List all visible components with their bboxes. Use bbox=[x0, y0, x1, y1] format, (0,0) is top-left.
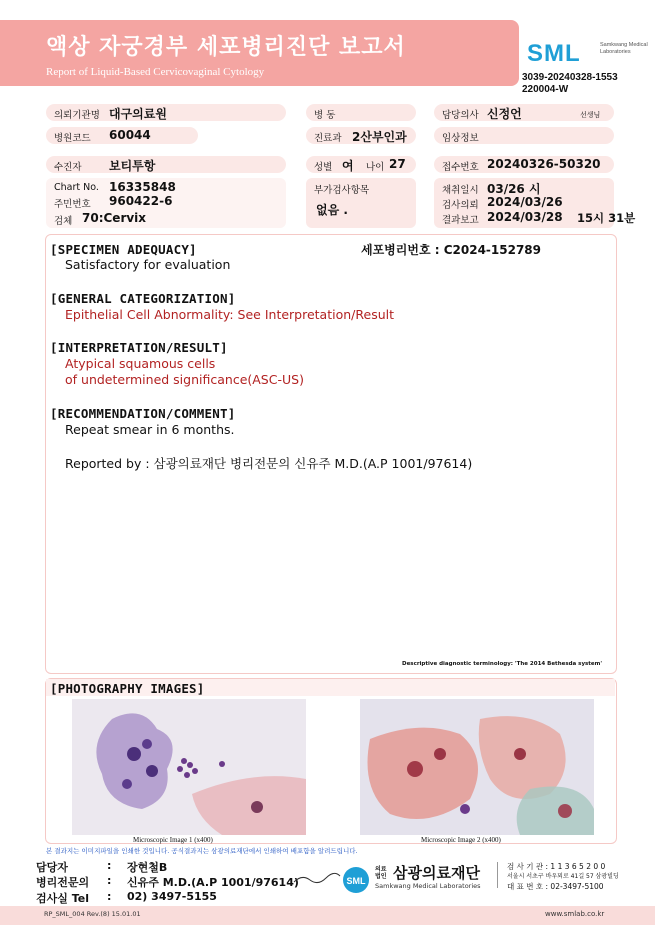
footer-divider bbox=[497, 862, 498, 888]
org-prefix: 의료 법인 bbox=[375, 866, 387, 880]
report-label: 결과보고 bbox=[442, 215, 479, 226]
manager-colon: : bbox=[107, 859, 112, 872]
microscopic-image-2 bbox=[360, 699, 594, 835]
extra-tests-label: 부가검사항목 bbox=[314, 185, 370, 196]
report-date-value: 2024/03/28 bbox=[487, 210, 563, 224]
adequacy-text: Satisfactory for evaluation bbox=[65, 257, 231, 272]
patient-value: 보티투항 bbox=[109, 159, 156, 173]
tel-colon: : bbox=[107, 890, 112, 903]
org-address: 서울시 서초구 바우뫼로 41길 57 삼광빌딩 bbox=[507, 873, 619, 880]
registration-number: 검 사 기 관 : 1 1 3 6 5 2 0 0 bbox=[507, 862, 606, 871]
svg-text:SML: SML bbox=[346, 876, 366, 886]
pathologist-label: 병리전문의 bbox=[36, 876, 90, 889]
doctor-label: 담당의사 bbox=[442, 110, 479, 121]
image-1-caption: Microscopic Image 1 (x400) bbox=[133, 836, 213, 844]
recommendation-text: Repeat smear in 6 months. bbox=[65, 422, 235, 437]
receipt-value: 20240326-50320 bbox=[487, 157, 601, 171]
age-value: 27 bbox=[389, 157, 406, 171]
manager-value: 장현철B bbox=[127, 861, 168, 874]
microscopic-image-1 bbox=[72, 699, 306, 835]
chart-label: Chart No. bbox=[54, 182, 99, 193]
interpretation-line2: of undetermined significance(ASC-US) bbox=[65, 372, 304, 387]
tel-value: 02) 3497-5155 bbox=[127, 890, 217, 903]
category-text: Epithelial Cell Abnormality: See Interpretation/Result bbox=[65, 307, 394, 322]
cytology-number-label: 세포병리번호 : bbox=[361, 243, 440, 257]
receipt-label: 접수번호 bbox=[442, 162, 479, 173]
doctor-value: 신정언 bbox=[487, 107, 522, 121]
photo-heading: [PHOTOGRAPHY IMAGES] bbox=[50, 681, 205, 696]
report-title-english: Report of Liquid-Based Cervicovaginal Cytology bbox=[46, 66, 265, 78]
footer-notice: 본 결과지는 이미지파일을 인쇄한 것입니다. 공식결과지는 삼광의료재단에서 인쇄하여 배포함을 알려드립니다. bbox=[46, 847, 358, 855]
signature-mark bbox=[292, 870, 342, 888]
institution-value: 대구의료원 bbox=[109, 107, 167, 121]
org-english: Samkwang Medical Laboratories bbox=[375, 882, 481, 890]
report-title-korean: 액상 자궁경부 세포병리진단 보고서 bbox=[46, 35, 406, 60]
document-id bbox=[522, 72, 618, 96]
document-id-line1: 3039-20240328-1553 bbox=[522, 72, 618, 83]
sex-value: 여 bbox=[342, 159, 354, 173]
institution-label: 의뢰기관명 bbox=[54, 110, 100, 121]
interpretation-heading: [INTERPRETATION/RESULT] bbox=[50, 340, 228, 355]
specimen-label: 검체 bbox=[54, 216, 73, 227]
hospital-code-value: 60044 bbox=[109, 128, 151, 142]
doctor-suffix: 선생님 bbox=[580, 111, 601, 119]
interpretation-line1: Atypical squamous cells bbox=[65, 356, 216, 371]
pathologist-colon: : bbox=[107, 874, 112, 887]
pathologist-value: 신유주 M.D.(A.P 1001/97614) bbox=[127, 876, 299, 889]
terminology-note: Descriptive diagnostic terminology: 'The 2014 Bethesda system' bbox=[402, 661, 603, 667]
dept-label: 진료과 bbox=[314, 133, 342, 144]
document-id-line2: 220004-W bbox=[522, 84, 569, 95]
request-label: 검사의뢰 bbox=[442, 200, 479, 211]
collect-label: 채취일시 bbox=[442, 185, 479, 196]
sex-label: 성별 bbox=[314, 162, 333, 173]
category-heading: [GENERAL CATEGORIZATION] bbox=[50, 291, 236, 306]
ward-label: 병 동 bbox=[314, 110, 336, 121]
patient-row bbox=[46, 156, 286, 173]
patient-label: 수진자 bbox=[54, 162, 82, 173]
sml-logo-subtitle: Samkwang Medical Laboratories bbox=[600, 42, 648, 55]
manager-label: 담당자 bbox=[36, 861, 68, 874]
samkwang-logo-icon bbox=[341, 865, 371, 895]
specimen-value: 70:Cervix bbox=[82, 211, 147, 225]
recommendation-heading: [RECOMMENDATION/COMMENT] bbox=[50, 406, 236, 421]
cytology-number bbox=[361, 241, 541, 258]
collect-value: 03/26 시 bbox=[487, 182, 541, 196]
adequacy-heading: [SPECIMEN ADEQUACY] bbox=[50, 242, 197, 257]
sml-logo: SML bbox=[527, 40, 581, 67]
hospital-code-label: 병원코드 bbox=[54, 133, 91, 144]
chart-value: 16335848 bbox=[109, 180, 176, 194]
website-link[interactable]: www.smlab.co.kr bbox=[545, 910, 605, 918]
age-label: 나이 bbox=[366, 162, 385, 173]
extra-tests-value: 없음 . bbox=[316, 203, 348, 217]
report-time-value: 15시 31분 bbox=[577, 211, 636, 225]
id-label: 주민번호 bbox=[54, 199, 91, 210]
reported-by: Reported by : 삼광의료재단 병리전문의 신유주 M.D.(A.P 1001/97614) bbox=[65, 456, 473, 471]
form-code: RP_SML_004 Rev.(8) 15.01.01 bbox=[44, 910, 141, 918]
representative-phone: 대 표 번 호 : 02-3497-5100 bbox=[507, 882, 604, 891]
cytology-number-value: C2024-152789 bbox=[443, 243, 542, 257]
org-contact bbox=[507, 862, 619, 892]
org-name: 삼광의료재단 bbox=[393, 864, 480, 882]
id-value: 960422-6 bbox=[109, 194, 173, 208]
request-value: 2024/03/26 bbox=[487, 195, 563, 209]
tel-label: 검사실 Tel bbox=[36, 892, 89, 905]
dept-value: 2산부인과 bbox=[352, 130, 407, 144]
microscopic-image-2-graphic bbox=[360, 699, 594, 835]
clinical-label: 임상정보 bbox=[442, 133, 479, 144]
image-2-caption: Microscopic Image 2 (x400) bbox=[421, 836, 501, 844]
microscopic-image-1-graphic bbox=[72, 699, 306, 835]
